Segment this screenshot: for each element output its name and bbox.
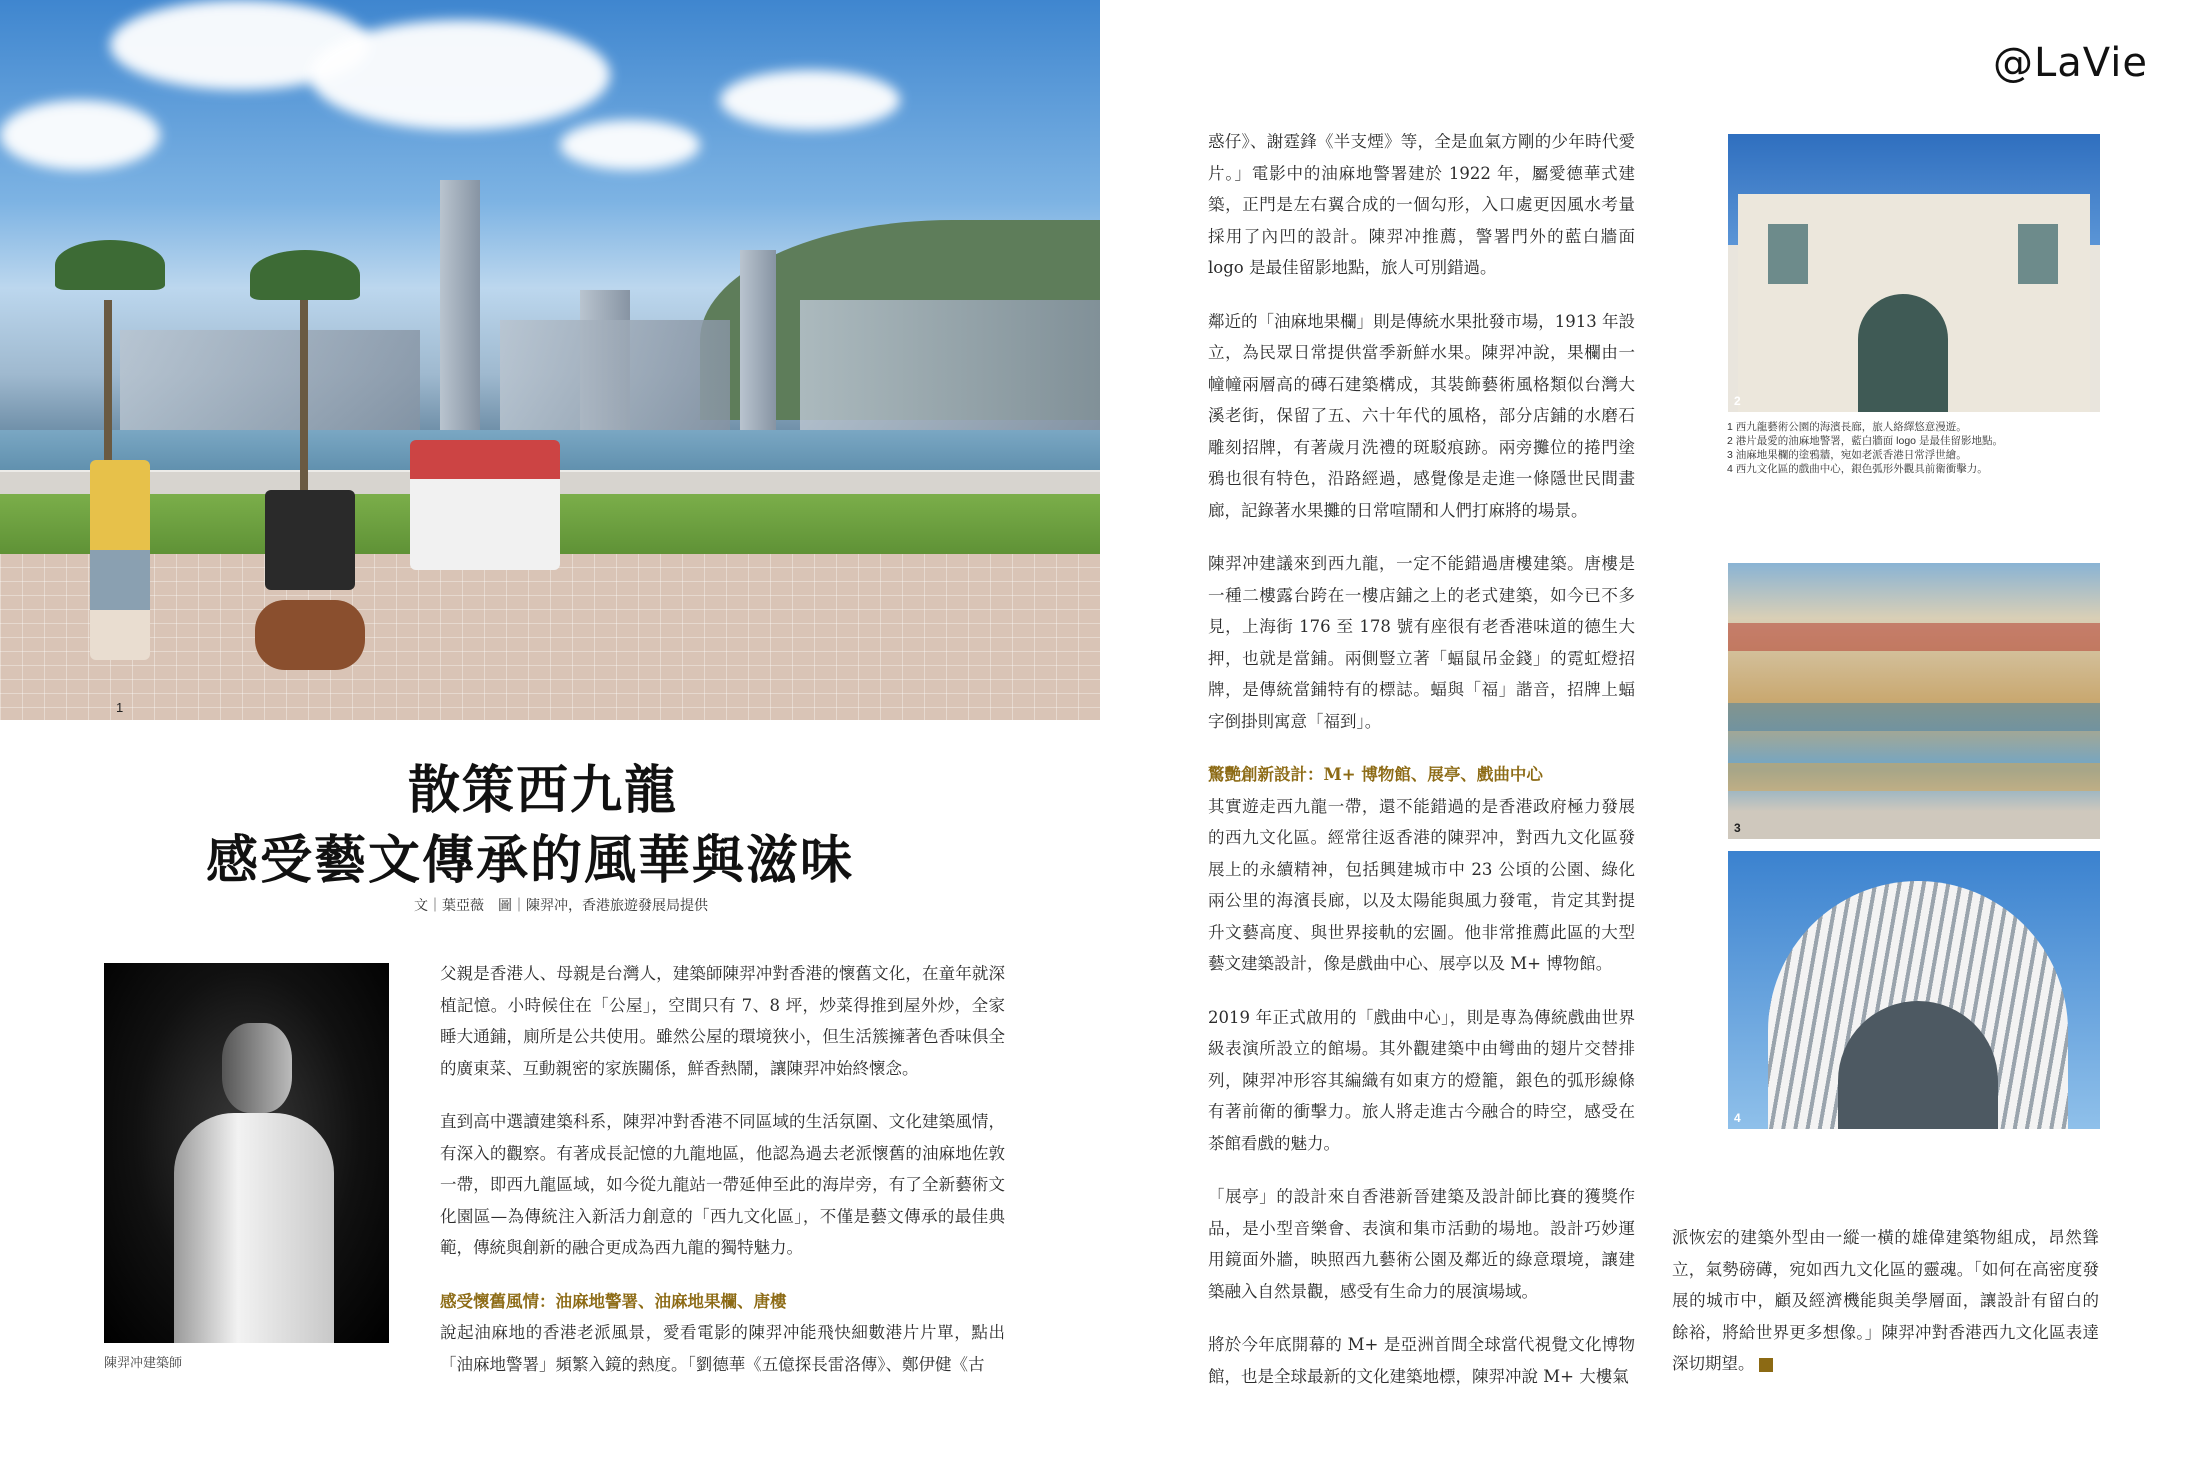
caption-line: 2 港片最愛的油麻地警署，藍白牆面 logo 是最佳留影地點。 xyxy=(1727,435,2003,447)
paragraph: 直到高中選讀建築科系，陳羿冲對香港不同區域的生活氛圍、文化建築風情，有深入的觀察。有著成長記憶的九龍地區，他認為過去老派懷舊的油麻地佐敦一帶，即西九龍區域，如今從九龍站一帶延伸至此的海岸旁，有了全新藝術文化園區—為傳統注入新活力創意的「西九文化區」，不僅是藝文傳承的最佳典範，傳統與創新的融合更成為西九龍的獨特魅力。 xyxy=(440,1112,1005,1257)
article-title-line2: 感受藝文傳承的風華與滋味 xyxy=(206,830,855,891)
hero-photo xyxy=(0,0,1100,720)
photo-number: 2 xyxy=(1734,394,1741,408)
section-heading: 感受懷舊風情：油麻地警署、油麻地果欄、唐樓 xyxy=(440,1291,787,1311)
paragraph: 說起油麻地的香港老派風景，愛看電影的陳羿冲能飛快細數港片片單，點出「油麻地警署」頻繁入鏡的熱度。「劉德華《五億探長雷洛傳》、鄭伊健《古 xyxy=(440,1323,1005,1374)
paragraph: 父親是香港人、母親是台灣人，建築師陳羿冲對香港的懷舊文化，在童年就深植記憶。小時候住在「公屋」，空間只有 7、8 坪，炒菜得推到屋外炒，全家睡大通鋪，廁所是公共使用。雖然公屋的環境狹小，但生活簇擁著色香味俱全的廣東菜、互動親密的家族關係，鮮香熱鬧，讓陳羿冲始終懷念。 xyxy=(440,964,1005,1078)
section-heading: 驚艷創新設計：M+ 博物館、展亭、戲曲中心 xyxy=(1208,765,1543,784)
end-mark-icon xyxy=(1759,1358,1773,1372)
article-title-line1: 散策西九龍 xyxy=(408,760,679,821)
article-column-3 xyxy=(1672,1222,2099,1402)
paragraph xyxy=(1672,1222,2099,1380)
police-station-photo xyxy=(1728,134,2100,412)
paragraph: 鄰近的「油麻地果欄」則是傳統水果批發市場，1913 年設立，為民眾日常提供當季新鮮水果。陳羿冲說，果欄由一幢幢兩層高的磚石建築構成，其裝飾藝術風格類似台灣大溪老街，保留了五、六十年代的風格，部分店鋪的水磨石雕刻招牌，有著歲月洗禮的斑駁痕跡。兩旁攤位的捲門塗鴉也很有特色，沿路經過，感覺像是走進一條隱世民間畫廊，記錄著水果攤的日常喧鬧和人們打麻將的場景。 xyxy=(1208,311,1635,520)
paragraph: 2019 年正式啟用的「戲曲中心」，則是專為傳統戲曲世界級表演所設立的館場。其外觀建築中由彎曲的翅片交替排列，陳羿冲形容其編織有如東方的燈籠，銀色的弧形線條有著前衛的衝擊力。旅人將走進古今融合的時空，感受在茶館看戲的魅力。 xyxy=(1208,1007,1635,1153)
article-credit: 文｜葉亞薇 圖｜陳羿冲，香港旅遊發展局提供 xyxy=(414,898,708,914)
paragraph: 「展亭」的設計來自香港新晉建築及設計師比賽的獲獎作品，是小型音樂會、表演和集市活動的場地。設計巧妙運用鏡面外牆，映照西九藝術公園及鄰近的綠意環境，讓建築融入自然景觀，感受有生命力的展演場域。 xyxy=(1208,1187,1635,1301)
article-column-1 xyxy=(440,958,1005,1402)
photo-number: 1 xyxy=(116,700,124,715)
photo-number: 4 xyxy=(1734,1111,1741,1125)
caption-line: 1 西九龍藝術公園的海濱長廊，旅人絡繹悠意漫遊。 xyxy=(1727,421,1967,433)
photo-captions xyxy=(1727,420,2127,476)
magazine-logo: @LaVie xyxy=(1993,40,2149,86)
portrait-caption: 陳羿冲建築師 xyxy=(104,1355,183,1370)
caption-line: 3 油麻地果欄的塗鴉牆，宛如老派香港日常浮世繪。 xyxy=(1727,449,1967,461)
paragraph: 陳羿冲建議來到西九龍，一定不能錯過唐樓建築。唐樓是一種二樓露台跨在一樓店鋪之上的老式建築，如今已不多見，上海街 176 至 178 號有座很有老香港味道的德生大押，也就是當鋪。兩側豎立著「蝠鼠吊金錢」的霓虹燈招牌，是傳統當鋪特有的標誌。蝠與「福」諧音，招牌上蝠字倒掛則寓意「福到」。 xyxy=(1208,554,1635,731)
paragraph: 惑仔》、謝霆鋒《半支煙》等，全是血氣方剛的少年時代愛片。」電影中的油麻地警署建於 1922 年，屬愛德華式建築，正門是左右翼合成的一個勾形，入口處更因風水考量採用了內凹的設計。陳羿冲推薦，警署門外的藍白牆面 logo 是最佳留影地點，旅人可別錯過。 xyxy=(1208,132,1635,277)
xiqu-centre-photo xyxy=(1728,851,2100,1129)
architect-portrait xyxy=(104,963,389,1343)
photo-number: 3 xyxy=(1734,821,1741,835)
caption-line: 4 西九文化區的戲曲中心，銀色弧形外觀具前衛衝擊力。 xyxy=(1727,463,1988,475)
fruit-market-mural-photo xyxy=(1728,563,2100,839)
paragraph-text: 派恢宏的建築外型由一縱一橫的雄偉建築物組成，昂然聳立，氣勢磅礡，宛如西九文化區的靈魂。「如何在高密度發展的城市中，顧及經濟機能與美學層面，讓設計有留白的餘裕，將給世界更多想像。」陳羿冲對香港西九文化區表達深切期望。 xyxy=(1672,1228,2099,1373)
paragraph: 將於今年底開幕的 M+ 是亞洲首間全球當代視覺文化博物館，也是全球最新的文化建築地標，陳羿冲說 M+ 大樓氣 xyxy=(1208,1335,1635,1386)
article-column-2 xyxy=(1208,126,1635,1414)
paragraph: 其實遊走西九龍一帶，還不能錯過的是香港政府極力發展的西九文化區。經常往返香港的陳羿冲，對西九文化區發展上的永續精神，包括興建城市中 23 公頃的公園、綠化兩公里的海濱長廊，以及太陽能與風力發電，肯定其對提升文藝高度、與世界接軌的宏圖。他非常推薦此區的大型藝文建築設計，像是戲曲中心、展亭以及 M+ 博物館。 xyxy=(1208,796,1635,973)
